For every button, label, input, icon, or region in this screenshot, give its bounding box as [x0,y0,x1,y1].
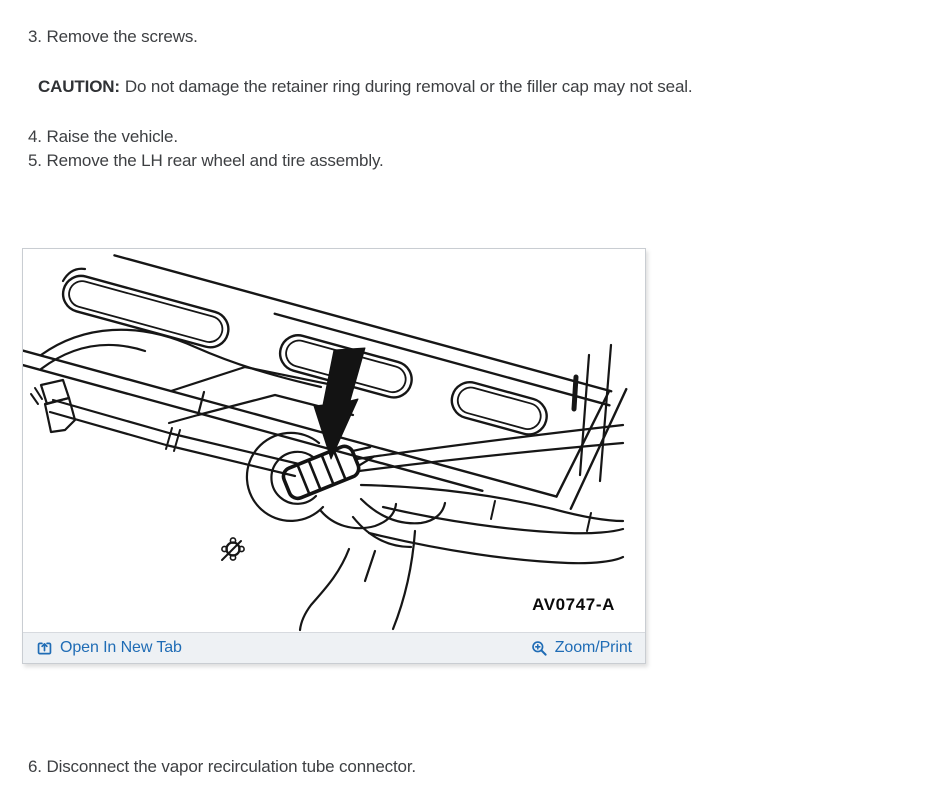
step-6: 6. Disconnect the vapor recirculation tube connector. [28,757,416,776]
figure-code-label: AV0747-A [532,595,615,614]
open-in-new-tab-icon [36,640,53,657]
figure-image[interactable] [23,249,645,632]
figure-toolbar [23,632,645,663]
magnifier-plus-icon [531,640,548,657]
caution-label: CAUTION: [38,77,120,96]
open-in-new-tab-label: Open In New Tab [60,639,182,656]
step-4: 4. Raise the vehicle. [28,127,178,146]
caution-text: Do not damage the retainer ring during removal or the filler cap may not seal. [124,77,693,96]
open-in-new-tab-link[interactable] [36,639,182,657]
zoom-print-link[interactable] [531,639,632,657]
figure-panel [22,248,646,664]
caution-note [38,77,692,97]
zoom-print-label: Zoom/Print [554,639,632,656]
vehicle-diagram [23,249,645,632]
step-5: 5. Remove the LH rear wheel and tire assembly. [28,151,384,170]
step-3: 3. Remove the screws. [28,27,198,46]
